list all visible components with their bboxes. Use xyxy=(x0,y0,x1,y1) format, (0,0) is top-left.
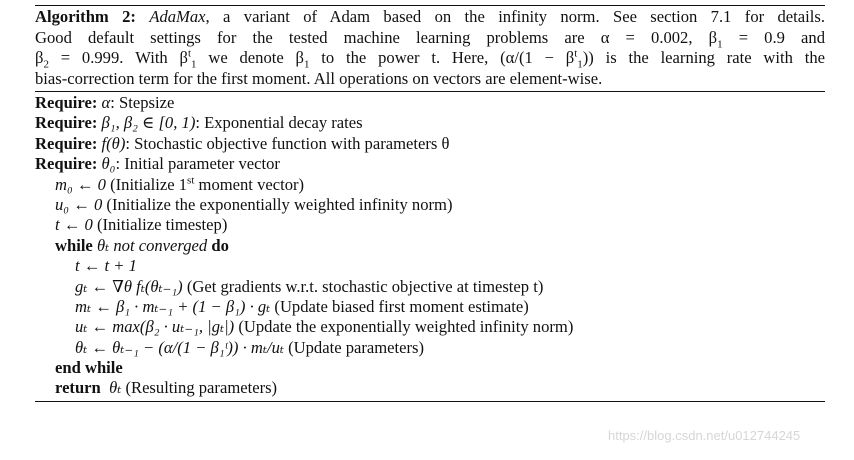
algorithm-label: Algorithm 2: xyxy=(35,7,136,26)
algorithm-box xyxy=(35,5,825,402)
caption-line-4: bias-correction term for the first moment. All operations on vectors are element-wise. xyxy=(35,68,603,88)
init-line: u₀ ← 0 (Initialize the exponentially weighted infinity norm) xyxy=(55,194,453,214)
loop-line: θₜ ← θₜ₋₁ − (α/(1 − β₁ᵗ)) · mₜ/uₜ (Update parameters) xyxy=(75,337,425,357)
caption-line-3: $\beta_2 = 0.999$. With $\beta^t_1$ we denote $\beta_1$ to the power t. Here, $(\alpha/(1 - \beta^t_1))$ is the learning rate with the xyxy=(35,47,826,71)
algorithm-name: AdaMax xyxy=(149,7,206,26)
loop-line: mₜ ← β₁ · mₜ₋₁ + (1 − β₁) · gₜ (Update biased first moment estimate) xyxy=(75,296,529,316)
init-line: m₀ ← 0 (Initialize 1st moment vector) xyxy=(55,174,305,194)
require-line: Require: f(θ): Stochastic objective function with parameters θ xyxy=(35,133,450,153)
caption-line-1: Algorithm 2: AdaMax, a variant of Adam based on the infinity norm. See section 7.1 for details. xyxy=(35,7,825,26)
algorithm-body xyxy=(35,92,825,401)
loop-line: gₜ ← ∇θ fₜ(θₜ₋₁) (Get gradients w.r.t. stochastic objective at timestep t) xyxy=(75,276,544,296)
init-line: t ← 0 (Initialize timestep) xyxy=(55,215,228,235)
require-line: Require: β₁, β₂ ∈ [0, 1): Exponential decay rates xyxy=(35,113,363,133)
bottom-rule xyxy=(35,401,825,402)
end-while-line: end while xyxy=(55,358,123,378)
caption-line-2: Good default settings for the tested machine learning problems are α = 0.002, $\beta_1 = 0.9$ and xyxy=(35,27,825,50)
watermark: https://blog.csdn.net/u012744245 xyxy=(608,428,801,443)
algorithm-caption xyxy=(35,6,825,91)
loop-line: uₜ ← max(β₂ · uₜ₋₁, |gₜ|) (Update the exponentially weighted infinity norm) xyxy=(75,317,574,337)
return-line: return θₜ (Resulting parameters) xyxy=(55,378,278,398)
require-line: Require: α: Stepsize xyxy=(35,93,175,112)
loop-line: t ← t + 1 xyxy=(75,256,137,276)
while-line: while θₜ not converged do xyxy=(55,235,229,255)
require-line: Require: θ₀: Initial parameter vector xyxy=(35,154,280,174)
